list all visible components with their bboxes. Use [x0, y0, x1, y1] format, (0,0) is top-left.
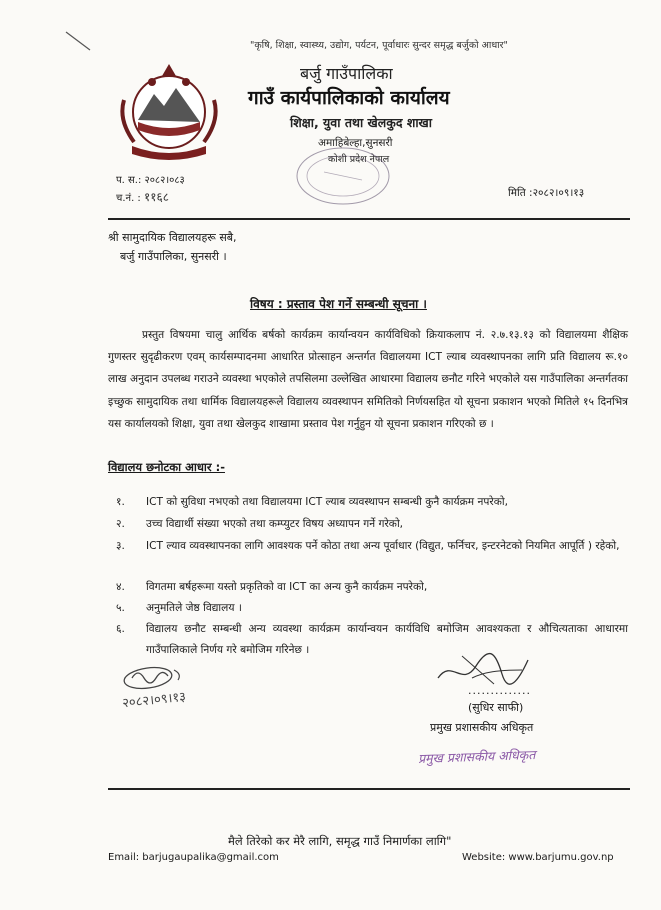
criteria-item: [116, 598, 628, 619]
signatory-title: प्रमुख प्रशासकीय अधिकृत: [430, 721, 534, 734]
motto: "कृषि, शिक्षा, स्वास्थ्य, उद्योग, पर्यटन, पूर्वाधारः सुन्दर समृद्ध बर्जुको आधार": [250, 40, 508, 51]
criteria-text: ICT को सुविधा नभएको तथा विद्यालयमा ICT ल्याब व्यवस्थापन सम्बन्धी कुनै कार्यक्रम नपरेको,: [146, 496, 508, 508]
province-name: कोशी प्रदेश नेपाल: [328, 154, 390, 165]
addressee-line-2: बर्जु गाउँपालिका, सुनसरी ।: [120, 250, 227, 263]
pen-mark: [64, 30, 94, 60]
office-location: अमाहिबेल्हा,सुनसरी: [318, 137, 393, 149]
section-name: शिक्षा, युवा तथा खेलकुद शाखा: [290, 115, 433, 130]
nepal-emblem-icon: [104, 60, 234, 165]
dispatch-number-value: ११६८: [144, 190, 169, 204]
criteria-number: ६.: [116, 623, 125, 635]
criteria-item: [116, 577, 628, 598]
criteria-number: १.: [116, 496, 125, 508]
criteria-number: ४.: [116, 581, 125, 593]
criteria-number: २.: [116, 518, 125, 530]
criteria-text: उच्च विद्यार्थी संख्या भएको तथा कम्प्युटर विषय अध्यापन गर्ने गरेको,: [146, 518, 404, 530]
selection-basis-heading: विद्यालय छनोटका आधार :-: [108, 460, 225, 474]
header-divider: [108, 218, 630, 220]
letter-subject: विषय : प्रस्ताव पेश गर्ने सम्बन्धी सूचना ।: [250, 297, 427, 311]
criteria-text: अनुमतिले जेष्ठ विद्यालय ।: [146, 602, 242, 614]
criteria-number: ३.: [116, 540, 125, 552]
letter-date: मिति :२०८२।०९।१३: [508, 187, 585, 199]
footer-email: Email: barjugaupalika@gmail.com: [108, 852, 279, 863]
received-date: २०८२।०९।१३: [121, 689, 187, 712]
dispatch-number-label: च.नं. :: [116, 193, 141, 204]
footer-slogan: मैले तिरेको कर मेरै लागि, समृद्ध गाउँ निमार्णका लागि": [228, 834, 452, 848]
footer-divider: [108, 788, 630, 790]
criteria-text: विगतमा बर्षहरूमा यस्तो प्रकृतिको वा ICT का अन्य कुनै कार्यक्रम नपरेको,: [146, 581, 428, 593]
criteria-item: [116, 514, 628, 535]
signatory-name: (सुधिर साफी): [468, 701, 524, 714]
reference-number: प. स.: २०८२।०८३: [116, 175, 185, 186]
criteria-item: [116, 619, 628, 661]
criteria-text: ICT ल्याव व्यवस्थापनका लागि आवश्यक पर्ने कोठा तथा अन्य पूर्वाधार (विद्युत, फर्निचर, इन्टरनेटको नियमित आपूर्ति ) रहेको,: [146, 540, 620, 552]
criteria-text: विद्यालय छनौट सम्बन्धी अन्य व्यवस्था कार्यक्रम कार्यान्वयन कार्यविधि बमोजिम आवश्यकता र औचित्यताका आधारमा गाउँपालिकाले निर्णय गरे बमोजिम गरिनेछ ।: [146, 623, 628, 656]
dispatch-number: [116, 188, 169, 205]
municipality-name: बर्जु गाउँपालिका: [300, 64, 393, 83]
criteria-number: ५.: [116, 602, 125, 614]
notice-body: प्रस्तुत विषयमा चालु आर्थिक बर्षको कार्यक्रम कार्यान्वयन कार्यविधिको क्रियाकलाप नं. २.७.१३.१३ को विद्यालयमा शैक्षिक गुणस्तर सुदृढीकरण एवम् कार्यसम्पादनमा आधारित प्रोत्साहन अन्तर्गत विद्यालयमा ICT ल्याब व्यवस्थापनका लागि प्रति विद्यालय रू.१० लाख अनुदान उपलब्ध गराउने व्यवस्था भएकोले तपसिलमा उल्लेखित आधारमा विद्यालय छनौट गरिने भएकोले यस गाउँपालिका अन्तर्गतका इच्छुक सामुदायिक तथा धार्मिक विद्यालयहरूले विद्यालय व्यवस्थापन समितिको निर्णयसहित यो सूचना प्रकाशन भएको मितिले १५ दिनभित्र यस कार्यालयको शिक्षा, युवा तथा खेलकुद शाखामा प्रस्ताव पेश गर्नुहुन यो सूचना प्रकाशन गरिएको छ ।: [108, 329, 628, 430]
designation-stamp: प्रमुख प्रशासकीय अधिकृत: [417, 746, 536, 767]
office-stamp: [284, 138, 402, 208]
footer-website: Website: www.barjumu.gov.np: [462, 852, 614, 863]
addressee-line-1: श्री सामुदायिक विद्यालयहरू सबै,: [108, 231, 237, 244]
office-name: गाउँ कार्यपालिकाको कार्यालय: [248, 87, 450, 109]
criteria-item: [116, 536, 628, 557]
signature-line: ..............: [468, 684, 531, 697]
criteria-item: [116, 492, 628, 513]
